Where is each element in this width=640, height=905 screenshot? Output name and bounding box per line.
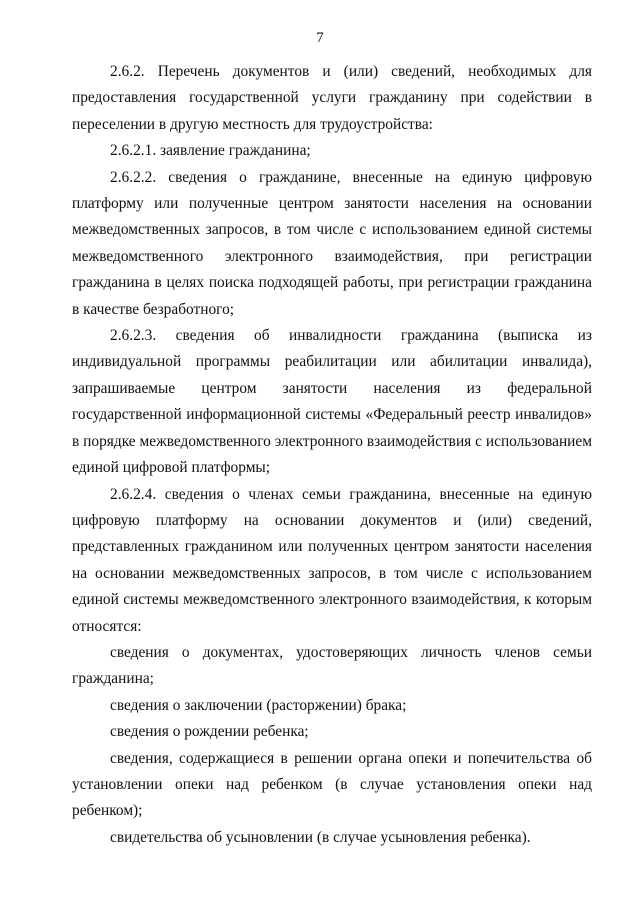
paragraph-2-6-2: 2.6.2. Перечень документов и (или) сведений, необходимых для предоставления государственной услуги гражданину при содействии в переселении в другую местность для трудоустройства:: [72, 63, 592, 133]
list-item-adoption: свидетельства об усыновлении (в случае усыновления ребенка).: [110, 828, 531, 846]
paragraph-2-6-2-3: 2.6.2.3. сведения об инвалидности гражданина (выписка из индивидуальной программы реабилитации или абилитации инвалида), запрашиваемые центром занятости населения из федеральной государственной информационной системы «Федеральный реестр инвалидов» в порядке межведомственного электронного взаимодействия с использованием единой цифровой платформы;: [72, 327, 592, 477]
list-item-guardianship: сведения, содержащиеся в решении органа опеки и попечительства об установлении опеки над ребенком (в случае установления опеки над ребенком);: [72, 749, 592, 820]
paragraph-2-6-2-4: 2.6.2.4. сведения о членах семьи гражданина, внесенные на единую цифровую платформу на основании документов и (или) сведений, представленных гражданином или полученных центром занятости населения на основании межведомственных запросов, в том числе с использованием единой системы межведомственного электронного взаимодействия, к которым относятся:: [72, 485, 592, 635]
list-item-birth: сведения о рождении ребенка;: [110, 723, 309, 741]
paragraph-2-6-2-2: 2.6.2.2. сведения о гражданине, внесенные на единую цифровую платформу или полученные центром занятости населения на основании межведомственных запросов, в том числе с использованием единой системы межведомственного электронного взаимодействия, при регистрации гражданина в целях поиска подходящей работы, при регистрации гражданина в качестве безработного;: [72, 168, 592, 318]
paragraph-2-6-2-1: 2.6.2.1. заявление гражданина;: [110, 142, 311, 160]
page-number: 7: [316, 30, 324, 46]
document-body: [72, 59, 592, 851]
list-item-identity-documents: сведения о документах, удостоверяющих личность членов семьи гражданина;: [72, 643, 592, 688]
list-item-marriage: сведения о заключении (расторжении) брака;: [110, 696, 407, 714]
